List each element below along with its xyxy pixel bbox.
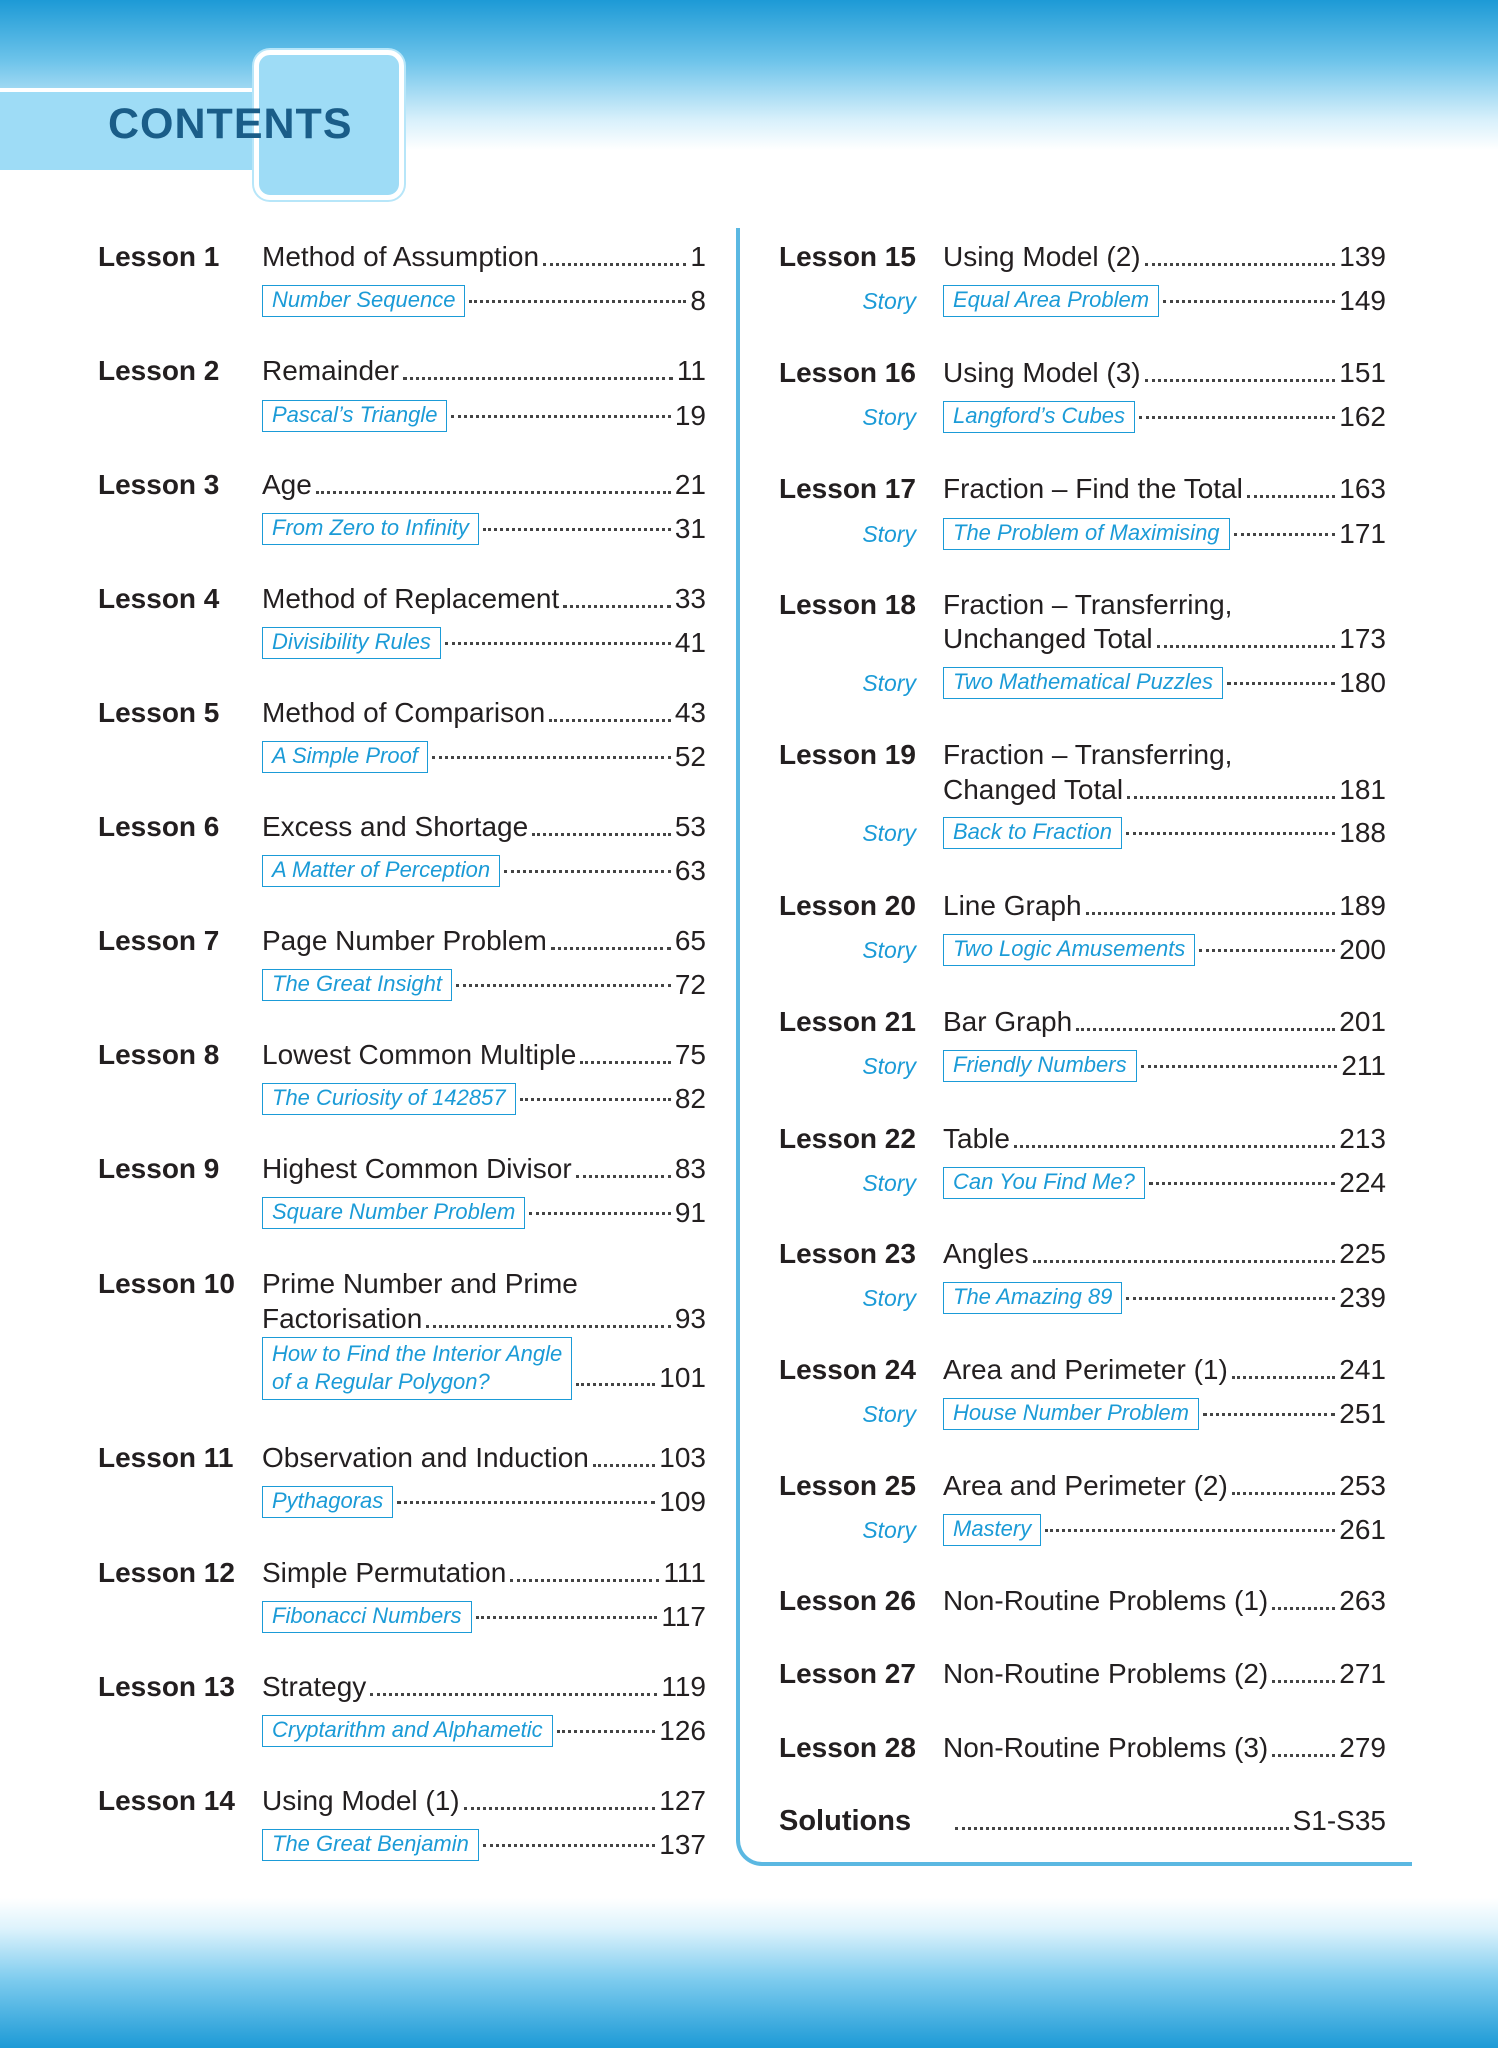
dot-leader (1033, 1260, 1336, 1263)
story-page-number: 162 (1339, 401, 1386, 432)
story-entry[interactable] (943, 667, 1386, 699)
toc-entry[interactable] (943, 889, 1386, 923)
lesson-title-line[interactable] (943, 738, 1232, 772)
story-title-line: of a Regular Polygon? (272, 1369, 490, 1394)
story-title-box: Friendly Numbers (943, 1050, 1137, 1082)
story-page-number: 91 (674, 1197, 706, 1228)
lesson-label: Lesson 26 (779, 1585, 916, 1616)
lesson-label: Lesson 11 (98, 1442, 234, 1473)
lesson-label: Lesson 17 (779, 473, 916, 504)
story-title-box: Square Number Problem (262, 1197, 525, 1229)
toc-entry[interactable] (943, 1469, 1386, 1503)
story-label: Story (862, 1401, 916, 1427)
lesson-label: Lesson 27 (779, 1658, 916, 1689)
story-title-box: Number Sequence (262, 285, 465, 317)
dot-leader (1157, 645, 1336, 648)
lesson-label: Lesson 3 (98, 469, 220, 500)
story-page-number: 261 (1339, 1514, 1386, 1545)
story-title-box: Pythagoras (262, 1486, 393, 1518)
lesson-title-text: Using Model (2) (943, 241, 1141, 272)
lesson-title-text: Fraction – Transferring, (943, 589, 1233, 620)
story-page-number: 239 (1339, 1282, 1386, 1313)
toc-entry[interactable] (951, 1804, 1386, 1838)
lesson-label: Lesson 15 (779, 241, 916, 272)
story-title-box: House Number Problem (943, 1398, 1199, 1430)
dot-leader (1126, 832, 1335, 835)
story-page-number: 82 (674, 1083, 706, 1114)
lesson-label: Lesson 5 (98, 697, 220, 728)
dot-leader (1272, 1754, 1335, 1757)
page-number: 225 (1339, 1238, 1386, 1269)
story-entry[interactable] (943, 1398, 1386, 1430)
dot-leader (1149, 1182, 1335, 1185)
lesson-title-text: Area and Perimeter (2) (943, 1470, 1228, 1501)
page-number: 213 (1339, 1123, 1386, 1154)
lesson-label: Lesson 4 (98, 583, 220, 614)
lesson-label: Lesson 8 (98, 1039, 220, 1070)
page-number: 119 (661, 1671, 706, 1702)
lesson-title-text: Age (262, 469, 312, 500)
page-number: 151 (1339, 357, 1386, 388)
story-label: Story (862, 937, 916, 963)
page-number: 241 (1339, 1354, 1386, 1385)
lesson-title-text: Remainder (262, 355, 399, 386)
dot-leader (1127, 796, 1335, 799)
story-page-number: 137 (659, 1829, 706, 1860)
story-entry[interactable] (943, 401, 1386, 433)
story-page-number: 63 (674, 855, 706, 886)
story-page-number: 117 (661, 1601, 706, 1632)
lesson-label: Lesson 13 (98, 1671, 235, 1702)
toc-entry[interactable] (943, 472, 1386, 506)
lesson-title-text: Area and Perimeter (1) (943, 1354, 1228, 1385)
lesson-title-text: Bar Graph (943, 1006, 1073, 1037)
story-page-number: 101 (659, 1362, 706, 1393)
toc-entry[interactable] (943, 622, 1386, 656)
dot-leader (1203, 1413, 1335, 1416)
dot-leader (1163, 300, 1335, 303)
dot-leader (1139, 416, 1335, 419)
story-title-box: Back to Fraction (943, 817, 1122, 849)
lesson-label: Lesson 14 (98, 1785, 235, 1816)
lesson-title-text: Prime Number and Prime (262, 1268, 578, 1299)
story-page-number: 211 (1341, 1050, 1386, 1081)
dot-leader (1227, 682, 1335, 685)
story-page-number: 109 (659, 1486, 706, 1517)
story-title-line: How to Find the Interior Angle (272, 1341, 563, 1366)
story-label: Story (862, 1053, 916, 1079)
story-title-box: Equal Area Problem (943, 285, 1159, 317)
dot-leader (1234, 533, 1336, 536)
lesson-title-text: Line Graph (943, 890, 1082, 921)
dot-leader (1145, 263, 1336, 266)
dot-leader (1014, 1145, 1335, 1148)
story-entry[interactable] (943, 1050, 1386, 1082)
lesson-label: Lesson 1 (98, 241, 220, 272)
lesson-label: Lesson 23 (779, 1238, 916, 1269)
story-title-box: Mastery (943, 1514, 1041, 1546)
story-page-number: 72 (674, 969, 706, 1000)
page-number: 103 (659, 1442, 706, 1473)
lesson-label: Lesson 28 (779, 1732, 916, 1763)
story-title-box: Divisibility Rules (262, 627, 441, 659)
story-page-number: 52 (674, 741, 706, 772)
story-title-box: From Zero to Infinity (262, 513, 479, 545)
story-entry[interactable] (943, 1282, 1386, 1314)
page-number: 11 (676, 355, 706, 386)
page-number: 253 (1339, 1470, 1386, 1501)
story-title-box: Langford’s Cubes (943, 401, 1135, 433)
lesson-label: Lesson 9 (98, 1153, 220, 1184)
lesson-title-text: Non-Routine Problems (3) (943, 1732, 1269, 1763)
lesson-label: Lesson 7 (98, 925, 220, 956)
dot-leader (1141, 1065, 1338, 1068)
lesson-label: Lesson 24 (779, 1354, 916, 1385)
toc-entry[interactable] (943, 1657, 1386, 1691)
story-title-box: Fibonacci Numbers (262, 1601, 472, 1633)
dot-leader (1076, 1028, 1335, 1031)
story-page-number: 149 (1339, 285, 1386, 316)
dot-leader (1126, 1297, 1335, 1300)
toc-entry[interactable] (943, 1584, 1386, 1618)
toc-entry[interactable] (943, 773, 1386, 807)
page-number: 181 (1339, 774, 1386, 805)
story-entry[interactable] (943, 934, 1386, 966)
lesson-label: Lesson 6 (98, 811, 220, 842)
lesson-title-text: Excess and Shortage (262, 811, 529, 842)
story-page-number: 188 (1339, 817, 1386, 848)
page-number: 75 (674, 1039, 706, 1070)
lesson-title-text: Changed Total (943, 774, 1124, 805)
story-page-number: 19 (674, 400, 706, 431)
story-label: Story (862, 820, 916, 846)
story-title-box: The Curiosity of 142857 (262, 1083, 516, 1115)
lesson-title-text: Method of Replacement (262, 583, 560, 614)
toc-entry[interactable] (943, 1005, 1386, 1039)
lesson-label: Lesson 16 (779, 357, 916, 388)
story-title-box: The Amazing 89 (943, 1282, 1122, 1314)
page-number: 33 (674, 583, 706, 614)
lesson-label: Lesson 18 (779, 589, 916, 620)
dot-leader (955, 1827, 1289, 1830)
dot-leader (1145, 379, 1336, 382)
page-number: 83 (674, 1153, 706, 1184)
dot-leader (1045, 1529, 1335, 1532)
lesson-label: Lesson 10 (98, 1268, 235, 1299)
story-label: Story (862, 404, 916, 430)
story-page-number: 8 (690, 285, 706, 316)
lesson-title-text: Simple Permutation (262, 1557, 507, 1588)
page-number: 163 (1339, 473, 1386, 504)
lesson-title-text: Method of Comparison (262, 697, 546, 728)
lesson-title-text: Non-Routine Problems (2) (943, 1658, 1269, 1689)
story-title-box: The Great Benjamin (262, 1829, 479, 1861)
story-title-box: The Great Insight (262, 969, 452, 1001)
page-number: 43 (674, 697, 706, 728)
dot-leader (1232, 1376, 1335, 1379)
story-label: Story (862, 1170, 916, 1196)
page-number: 53 (674, 811, 706, 842)
toc-entry[interactable] (943, 240, 1386, 274)
page-number: 111 (663, 1557, 706, 1588)
lesson-title-text: Factorisation (262, 1303, 423, 1334)
story-title-box: Two Mathematical Puzzles (943, 667, 1223, 699)
lesson-title-line[interactable] (943, 588, 1232, 622)
story-page-number: 31 (674, 513, 706, 544)
lesson-title-text: Non-Routine Problems (1) (943, 1585, 1269, 1616)
story-page-number: 180 (1339, 667, 1386, 698)
lesson-title-text: Lowest Common Multiple (262, 1039, 577, 1070)
story-title-box: Cryptarithm and Alphametic (262, 1715, 553, 1747)
lesson-title-text: Using Model (1) (262, 1785, 460, 1816)
lesson-label: Lesson 12 (98, 1557, 235, 1588)
dot-leader (1272, 1607, 1335, 1610)
dot-leader (1232, 1492, 1335, 1495)
page-number: 93 (674, 1303, 706, 1334)
story-title-box: Pascal’s Triangle (262, 400, 447, 432)
toc-entry[interactable] (943, 1731, 1386, 1765)
lesson-title-text: Observation and Induction (262, 1442, 589, 1473)
lesson-label: Lesson 19 (779, 739, 916, 770)
story-page-number: 171 (1339, 518, 1386, 549)
lesson-title-text: Unchanged Total (943, 623, 1153, 654)
lesson-label: Lesson 20 (779, 890, 916, 921)
lesson-title-text: Angles (943, 1238, 1029, 1269)
page-number: 65 (674, 925, 706, 956)
page-number: 201 (1339, 1006, 1386, 1037)
page-number: 263 (1339, 1585, 1386, 1616)
dot-leader (1086, 912, 1336, 915)
lesson-label: Lesson 21 (779, 1006, 916, 1037)
story-entry[interactable] (943, 1514, 1386, 1546)
lesson-title-text: Fraction – Find the Total (943, 473, 1243, 504)
dot-leader (1199, 949, 1335, 952)
dot-leader (1247, 495, 1335, 498)
lesson-title-text: Using Model (3) (943, 357, 1141, 388)
page-number: 1 (690, 241, 706, 272)
toc-entry[interactable] (943, 1353, 1386, 1387)
story-page-number: 200 (1339, 934, 1386, 965)
story-label: Story (862, 1517, 916, 1543)
page-number: 189 (1339, 890, 1386, 921)
story-title-box: Can You Find Me? (943, 1167, 1145, 1199)
page-number: 173 (1339, 623, 1386, 654)
lesson-title-text: Page Number Problem (262, 925, 547, 956)
story-page-number: 224 (1339, 1167, 1386, 1198)
dot-leader (1272, 1680, 1335, 1683)
toc-entry[interactable] (943, 1237, 1386, 1271)
lesson-label: Lesson 2 (98, 355, 220, 386)
story-title-box: Two Logic Amusements (943, 934, 1195, 966)
story-page-number: 41 (674, 627, 706, 658)
story-page-number: 251 (1339, 1398, 1386, 1429)
story-title-box: A Simple Proof (262, 741, 428, 773)
lesson-label: Lesson 25 (779, 1470, 916, 1501)
page-number: 279 (1339, 1732, 1386, 1763)
story-title-box: The Problem of Maximising (943, 518, 1230, 550)
lesson-title-text: Method of Assumption (262, 241, 540, 272)
story-label: Story (862, 670, 916, 696)
story-page-number: 126 (659, 1715, 706, 1746)
lesson-label: Solutions (779, 1805, 912, 1837)
lesson-title-text: Highest Common Divisor (262, 1153, 572, 1184)
story-entry[interactable] (943, 518, 1386, 550)
story-title-box: A Matter of Perception (262, 855, 500, 887)
lesson-title-text: Fraction – Transferring, (943, 739, 1233, 770)
story-label: Story (862, 521, 916, 547)
story-entry[interactable] (943, 1167, 1386, 1199)
toc-entry[interactable] (943, 1122, 1386, 1156)
page-number: 271 (1339, 1658, 1386, 1689)
lesson-label: Lesson 22 (779, 1123, 916, 1154)
page-number: 127 (659, 1785, 706, 1816)
story-label: Story (862, 1285, 916, 1311)
story-label: Story (862, 288, 916, 314)
page-number: 21 (674, 469, 706, 500)
lesson-title-text: Table (943, 1123, 1010, 1154)
toc-entry[interactable] (943, 356, 1386, 390)
story-entry[interactable] (943, 817, 1386, 849)
page-title: CONTENTS (108, 100, 353, 148)
story-entry[interactable] (943, 285, 1386, 317)
page-number: S1-S35 (1292, 1805, 1386, 1836)
page-number: 139 (1339, 241, 1386, 272)
lesson-title-text: Strategy (262, 1671, 367, 1702)
